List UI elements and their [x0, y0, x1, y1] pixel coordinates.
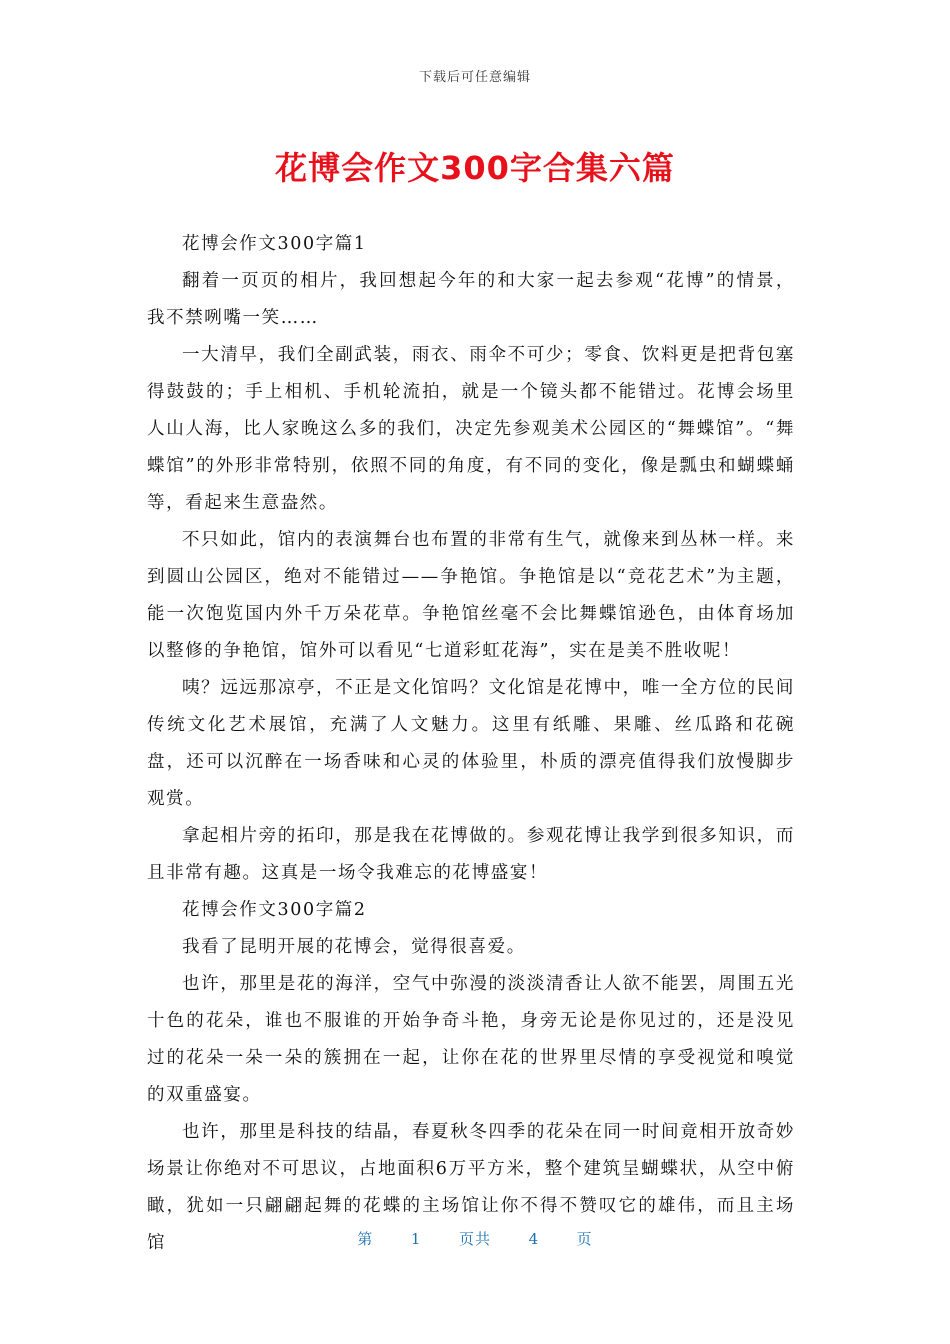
- paragraph: 一大清早，我们全副武装，雨衣、雨伞不可少；零食、饮料更是把背包塞得鼓鼓的；手上相机、手机轮流拍，就是一个镜头都不能错过。花博会场里人山人海，比人家晚这么多的我们，决定先参观美术公园区的“舞蝶馆”。“舞蝶馆”的外形非常特别，依照不同的角度，有不同的变化，像是瓢虫和蝴蝶蛹等，看起来生意盎然。: [147, 345, 795, 513]
- paragraph: 也许，那里是花的海洋，空气中弥漫的淡淡清香让人欲不能罢，周围五光十色的花朵，谁也不服谁的开始争奇斗艳，身旁无论是你见过的，还是没见过的花朵一朵一朵的簇拥在一起，让你在花的世界里尽情的享受视觉和嗅觉的双重盛宴。: [147, 974, 795, 1105]
- page-number: 1: [410, 1230, 422, 1248]
- header-note: 下载后可任意编辑: [418, 70, 531, 85]
- paragraph: 拿起相片旁的拓印，那是我在花博做的。参观花博让我学到很多知识，而且非常有趣。这真是一场令我难忘的花博盛宴！: [147, 826, 795, 883]
- document-body: [147, 226, 795, 1262]
- section-heading: 花博会作文300字篇2: [182, 900, 367, 920]
- paragraph: 咦？远远那凉亭，不正是文化馆吗？文化馆是花博中，唯一全方位的民间传统文化艺术展馆，充满了人文魅力。这里有纸雕、果雕、丝瓜路和花碗盘，还可以沉醉在一场香味和心灵的体验里，朴质的漂亮值得我们放慢脚步观赏。: [147, 678, 795, 809]
- total-pages: 4: [528, 1230, 540, 1248]
- paragraph: 翻着一页页的相片，我回想起今年的和大家一起去参观“花博”的情景，我不禁咧嘴一笑……: [147, 271, 795, 328]
- page-suffix: 页: [576, 1230, 593, 1248]
- document-title: 花博会作文300字合集六篇: [275, 149, 675, 187]
- of-label: 页共: [458, 1230, 491, 1248]
- page-footer: [0, 1228, 950, 1249]
- paragraph: 不只如此，馆内的表演舞台也布置的非常有生气，就像来到丛林一样。来到圆山公园区，绝对不能错过——争艳馆。争艳馆是以“竞花艺术”为主题，能一次饱览国内外千万朵花草。争艳馆丝毫不会比舞蝶馆逊色，由体育场加以整修的争艳馆，馆外可以看见“七道彩虹花海”，实在是美不胜收呢！: [147, 530, 795, 661]
- page-label: 第: [357, 1230, 374, 1248]
- paragraph: 我看了昆明开展的花博会，觉得很喜爱。: [182, 937, 526, 957]
- paragraph: 也许，那里是科技的结晶，春夏秋冬四季的花朵在同一时间竟相开放奇妙场景让你绝对不可思议，占地面积6万平方米，整个建筑呈蝴蝶状，从空中俯瞰，犹如一只翩翩起舞的花蝶的主场馆让你不得不赞叹它的雄伟，而且主场馆: [147, 1122, 795, 1253]
- section-heading: 花博会作文300字篇1: [182, 234, 367, 254]
